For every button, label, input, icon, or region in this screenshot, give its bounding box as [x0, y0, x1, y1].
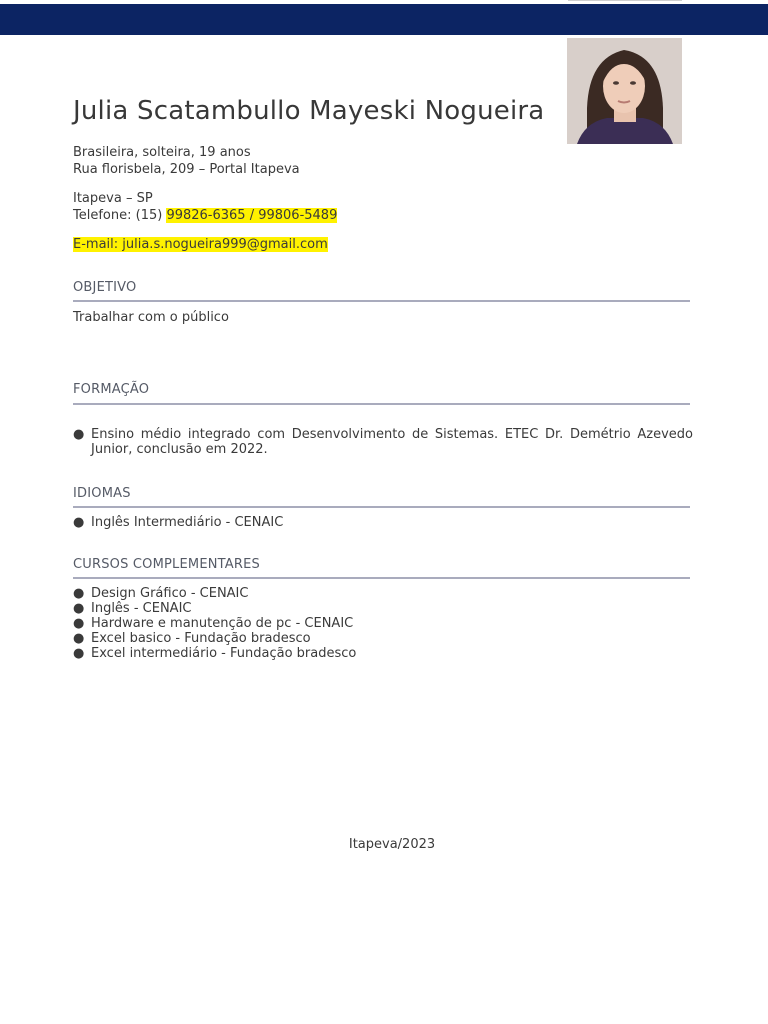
footer-place-date: Itapeva/2023: [348, 837, 436, 852]
section-title-formacao: FORMAÇÃO: [73, 382, 150, 397]
section-title-cursos: CURSOS COMPLEMENTARES: [73, 557, 260, 572]
top-divider: [568, 0, 682, 1]
list-item: ● Hardware e manutenção de pc - CENAIC: [73, 616, 354, 631]
list-item: ● Inglês Intermediário - CENAIC: [73, 515, 284, 530]
courses-list: [73, 586, 356, 661]
list-item: ● Design Gráfico - CENAIC: [73, 586, 249, 601]
section-divider: [73, 300, 690, 302]
header-band: [0, 4, 768, 35]
phone-label: Telefone: (15): [73, 208, 167, 223]
phone: [73, 208, 337, 224]
list-item: ● Inglês - CENAIC: [73, 601, 192, 616]
address: Rua florisbela, 209 – Portal Itapeva: [73, 162, 300, 177]
city: Itapeva – SP: [73, 191, 153, 206]
bullet-icon: ●: [73, 646, 85, 661]
bullet-icon: ●: [73, 515, 85, 530]
section-title-idiomas: IDIOMAS: [73, 486, 131, 501]
section-divider: [73, 403, 690, 405]
bullet-icon: ●: [73, 586, 85, 601]
objective-text: Trabalhar com o público: [73, 310, 229, 325]
bullet-icon: ●: [73, 631, 85, 646]
personal-info: Brasileira, solteira, 19 anos: [73, 145, 251, 160]
section-title-objetivo: OBJETIVO: [73, 280, 137, 295]
section-divider: [73, 577, 690, 579]
bullet-icon: ●: [73, 427, 85, 442]
section-divider: [73, 506, 690, 508]
profile-photo: [567, 38, 682, 144]
candidate-name: Julia Scatambullo Mayeski Nogueira: [73, 96, 545, 126]
phone-numbers: 99826-6365 / 99806-5489: [166, 208, 338, 223]
email: [73, 237, 328, 253]
list-item: ● Ensino médio integrado com Desenvolvimento de Sistemas. ETEC Dr. Demétrio Azevedo Junior, conclusão em 2022.: [73, 427, 693, 457]
bullet-icon: ●: [73, 616, 85, 631]
languages-list: [73, 515, 283, 530]
education-list: [73, 427, 693, 457]
list-item: ● Excel intermediário - Fundação bradesco: [73, 646, 357, 661]
list-item: ● Excel basico - Fundação bradesco: [73, 631, 311, 646]
bullet-icon: ●: [73, 601, 85, 616]
email-text: E-mail: julia.s.nogueira999@gmail.com: [73, 237, 328, 252]
